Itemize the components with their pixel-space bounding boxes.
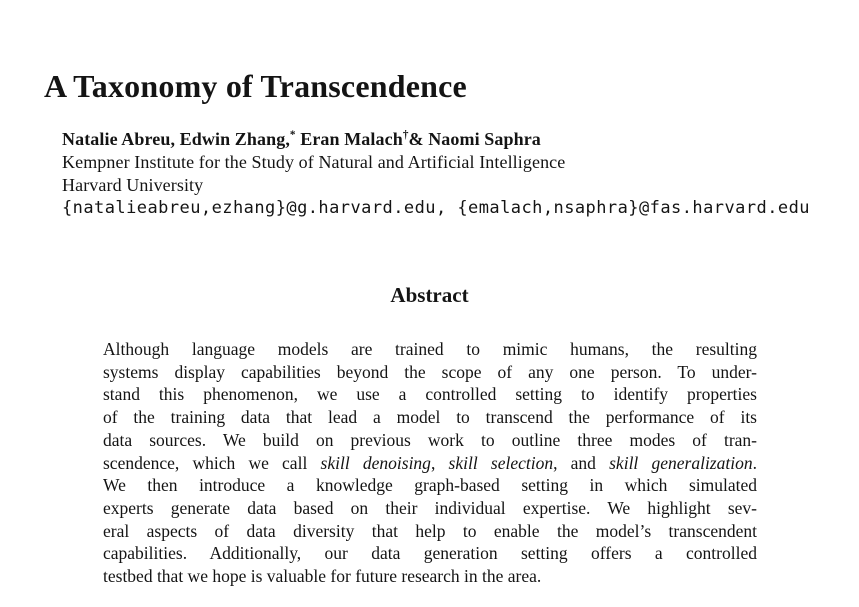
affiliation-university: Harvard University <box>62 175 204 195</box>
text-segment: Natalie Abreu, Edwin Zhang, <box>62 129 290 149</box>
text-segment: . <box>752 452 757 473</box>
text-segment: testbed that we hope is valuable for future research in the area. <box>103 566 542 587</box>
abstract-line <box>103 338 757 361</box>
abstract-line <box>103 383 757 406</box>
text-segment: scendence, which we call <box>103 452 321 473</box>
text-segment: of the training data that lead a model to transcend the performance of its <box>103 407 757 428</box>
abstract-body <box>103 338 757 588</box>
text-segment: & Naomi Saphra <box>408 129 541 149</box>
emphasized-term: skill denoising <box>320 452 431 473</box>
abstract-line <box>103 406 757 429</box>
text-segment: eral aspects of data diversity that help to enable the model’s transcendent <box>103 520 757 541</box>
abstract-line <box>103 361 757 384</box>
affiliation-institute: Kempner Institute for the Study of Natural and Artificial Intelligence <box>62 152 566 172</box>
text-segment: systems display capabilities beyond the scope of any one person. To under- <box>103 361 757 382</box>
abstract-line <box>103 429 757 452</box>
text-segment: , <box>430 452 449 473</box>
text-segment: We then introduce a knowledge graph-based setting in which simulated <box>103 475 757 496</box>
text-segment: , and <box>553 452 610 473</box>
text-segment: stand this phenomenon, we use a controlled setting to identify properties <box>103 384 757 405</box>
abstract-line <box>103 542 757 565</box>
abstract-line <box>103 520 757 543</box>
footnote-marker: * <box>289 129 296 141</box>
text-segment: Although language models are trained to mimic humans, the resulting <box>103 339 757 359</box>
text-segment: capabilities. Additionally, our data generation setting offers a controlled <box>103 543 757 564</box>
author-emails: {natalieabreu,ezhang}@g.harvard.edu, {emalach,nsaphra}@fas.harvard.edu <box>62 198 810 218</box>
text-segment: experts generate data based on their individual expertise. We highlight sev- <box>103 497 757 518</box>
text-segment: Eran Malach <box>295 129 403 149</box>
abstract-line <box>103 497 757 520</box>
author-block <box>62 128 810 220</box>
abstract-line <box>103 452 757 475</box>
text-segment: data sources. We build on previous work to outline three modes of tran- <box>103 429 757 450</box>
paper-title: A Taxonomy of Transcendence <box>44 68 467 105</box>
abstract-heading: Abstract <box>390 283 469 307</box>
footnote-marker: † <box>402 129 409 141</box>
abstract-line <box>103 565 757 588</box>
author-names-line <box>62 128 810 151</box>
abstract-line <box>103 474 757 497</box>
emphasized-term: skill generalization <box>609 452 753 473</box>
emphasized-term: skill selection <box>448 452 554 473</box>
